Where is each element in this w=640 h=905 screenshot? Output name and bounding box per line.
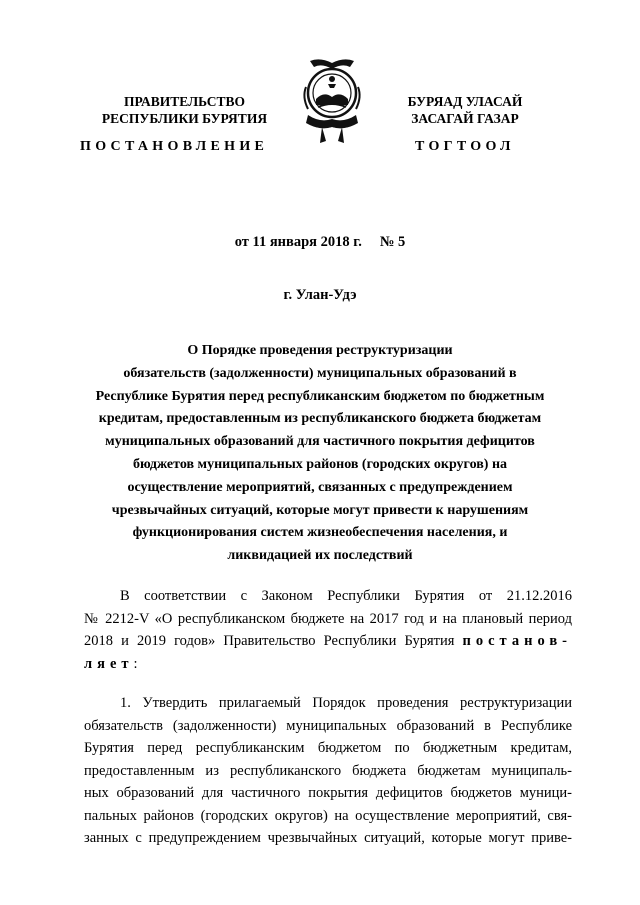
body-line: № 2212-V «О республиканском бюджете на 2017 год и на плановый период: [84, 610, 572, 627]
resolves-word-part2: ляет: [84, 655, 134, 672]
title-line: функционирования систем жизнеобеспечения населения, и: [132, 525, 508, 541]
decree-date: от 11 января 2018 г.: [234, 234, 362, 250]
body-line: ных образований для частичного покрытия дефицитов бюджетов муници-: [84, 785, 572, 801]
body-line: В соответствии с Законом Республики Бурятия от 21.12.2016: [120, 588, 572, 604]
header-right-line2: ЗАСАГАЙ ГАЗАР: [411, 111, 519, 126]
decree-date-line: [0, 234, 640, 251]
preamble-paragraph: [84, 585, 572, 675]
resolves-word-part1: постанов-: [462, 633, 573, 649]
body-line: [84, 653, 572, 676]
title-line: обязательств (задолженности) муниципальных образований в: [123, 365, 517, 381]
body-line: предоставленным из республиканского бюджета бюджетам муниципаль-: [84, 762, 572, 779]
decree-number: № 5: [379, 234, 406, 250]
title-line: кредитам, предоставленным из республиканского бюджета бюджетам: [98, 411, 542, 427]
title-line: бюджетов муниципальных районов (городских округов) на: [132, 456, 508, 472]
decree-label-bur: ТОГТООЛ: [415, 139, 515, 154]
header-left-line1: ПРАВИТЕЛЬСТВО: [123, 94, 245, 109]
title-line: Республике Бурятия перед республиканским бюджетом по бюджетным: [95, 388, 545, 404]
title-line: осуществление мероприятий, связанных с предупреждением: [127, 479, 513, 495]
header-left-line2: РЕСПУБЛИКИ БУРЯТИЯ: [101, 111, 268, 126]
clause-1-paragraph: [84, 692, 572, 850]
header-right-line1: БУРЯАД УЛАСАЙ: [407, 94, 523, 109]
body-line: обязательств (задолженности) муниципальных образований в Республике: [84, 717, 572, 734]
body-line-text: 2018 и 2019 годов» Правительство Республики Бурятия: [84, 633, 455, 649]
body-line: [84, 630, 572, 653]
body-line: Бурятия перед республиканским бюджетом по бюджетным кредитам,: [84, 740, 572, 756]
decree-city: г. Улан-Удэ: [283, 287, 357, 303]
government-name-ru: [92, 93, 277, 127]
decree-label-ru: ПОСТАНОВЛЕНИЕ: [80, 139, 269, 154]
decree-title: [70, 340, 570, 568]
title-line: ликвидацией их последствий: [227, 548, 413, 564]
body-line-tail: :: [133, 655, 138, 672]
body-line: занных с предупреждением чрезвычайных ситуаций, которые могут приве-: [84, 830, 572, 846]
government-name-bur: [385, 93, 545, 127]
body-line: 1. Утвердить прилагаемый Порядок проведения реструктуризации: [120, 695, 572, 711]
republic-emblem-icon: [300, 57, 364, 145]
title-line: О Порядке проведения реструктуризации: [187, 343, 453, 358]
title-line: муниципальных образований для частичного покрытия дефицитов: [105, 434, 535, 450]
title-line: чрезвычайных ситуаций, которые могут привести к нарушениям: [111, 502, 529, 518]
body-line: пальных районов (городских округов) на осуществление мероприятий, свя-: [84, 807, 572, 824]
